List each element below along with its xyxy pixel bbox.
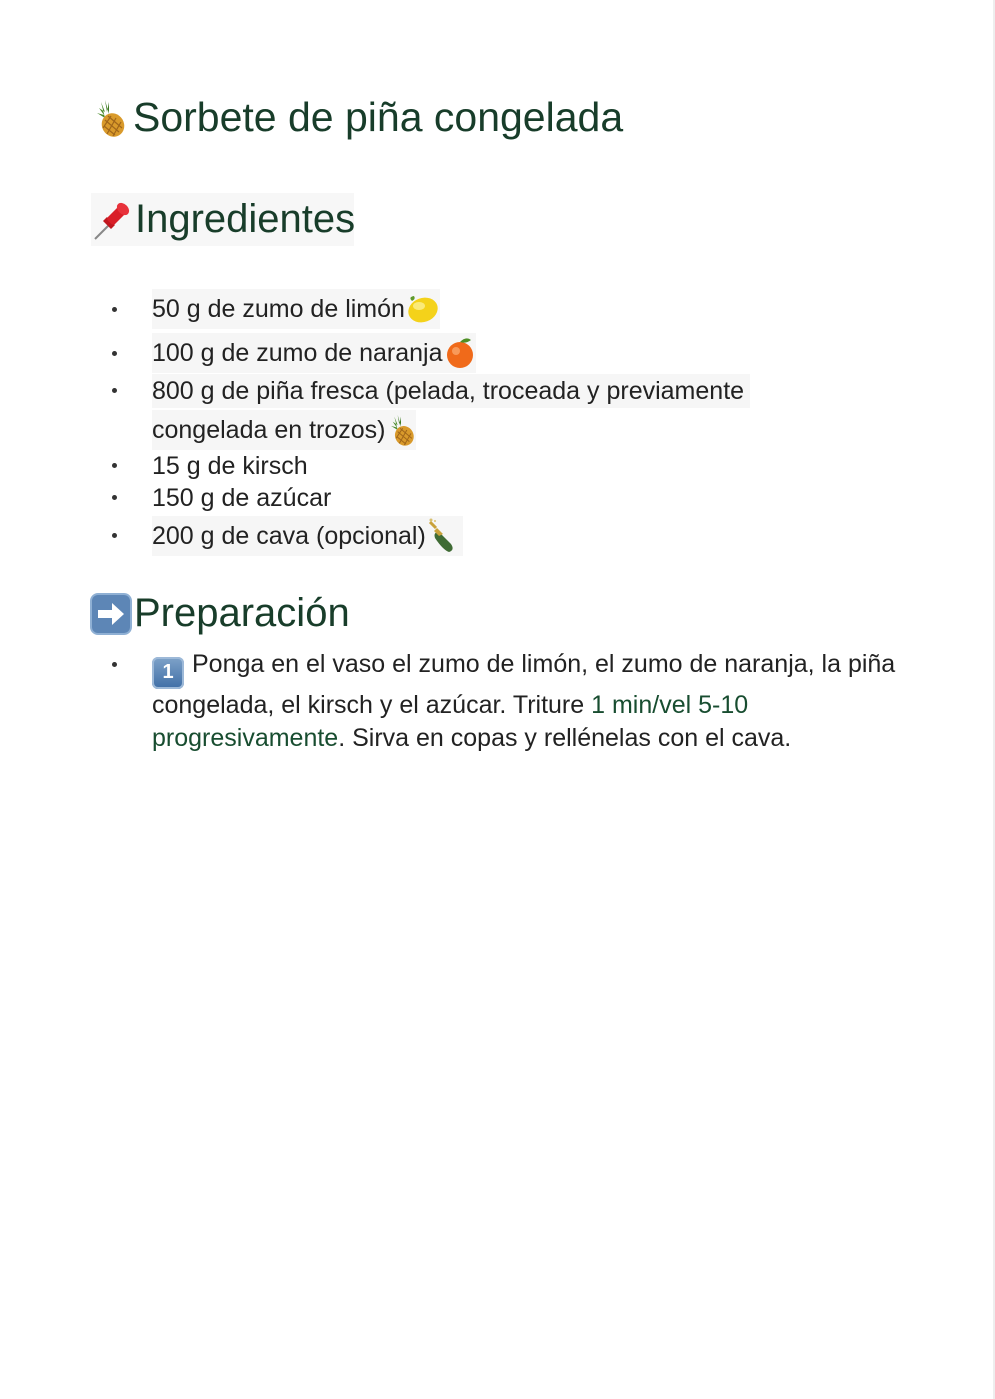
page-title <box>91 94 623 141</box>
bullet <box>112 463 117 468</box>
bullet <box>112 495 117 500</box>
bullet <box>112 662 117 667</box>
keycap-one-icon: 1 <box>152 657 184 689</box>
right-arrow-icon <box>90 593 132 635</box>
bullet <box>112 307 117 312</box>
pushpin-icon <box>91 199 133 241</box>
preparation-heading <box>90 591 350 636</box>
ingredient-text-line1: 800 g de piña fresca (pelada, troceada y previamente <box>152 376 745 405</box>
ingredients-heading-text: Ingredientes <box>135 197 356 241</box>
ingredient-text: 100 g de zumo de naranja <box>152 338 443 367</box>
ingredients-heading <box>91 193 354 246</box>
bullet <box>112 351 117 356</box>
ingredient-text: 150 g de azúcar <box>152 483 332 512</box>
ingredient-text-line2: congelada en trozos) <box>152 415 386 444</box>
step-text-end: . Sirva en copas y rellénelas con el cava. <box>338 723 792 752</box>
pineapple-icon <box>91 98 127 138</box>
step-item <box>152 648 912 755</box>
bullet <box>112 388 117 393</box>
orange-icon <box>444 336 476 370</box>
champagne-bottle-icon <box>427 518 463 554</box>
ingredient-text: 50 g de zumo de limón <box>152 294 405 323</box>
preparation-heading-text: Preparación <box>134 591 350 635</box>
ingredient-text: 15 g de kirsch <box>152 451 308 480</box>
step-text: Ponga en el vaso el zumo de limón, el zumo de naranja, la piña congelada, el kirsch y el azúcar. Triture <box>152 650 896 719</box>
pineapple-icon <box>386 413 416 447</box>
ingredient-text: 200 g de cava (opcional) <box>152 521 426 550</box>
bullet <box>112 533 117 538</box>
lemon-icon <box>406 293 440 325</box>
step-highlight: 1 min/vel 5-10 progresivamente <box>152 690 749 752</box>
title-text: Sorbete de piña congelada <box>133 94 624 140</box>
